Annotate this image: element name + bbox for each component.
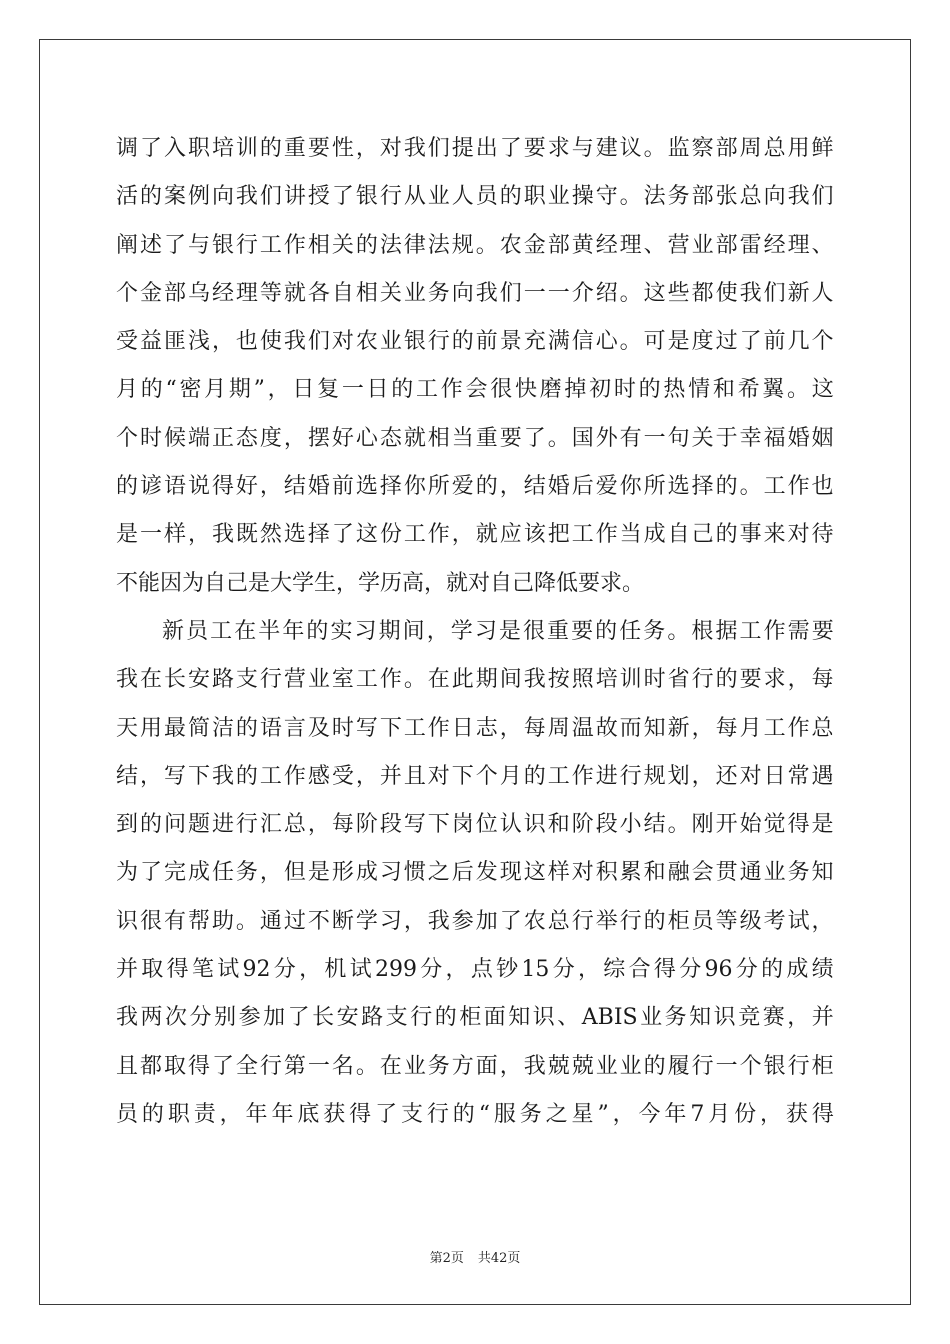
text-line: 到 的 问 题 进 行 汇 总 ， 每 阶 段 写 下 岗 位 认 识 和 阶 段 小 结 。 刚 开 始 觉 得 是 xyxy=(116,812,834,838)
text-line: 个 金 部 乌 经 理 等 就 各 自 相 关 业 务 向 我 们 一 一 介 绍 。 这 些 都 使 我 们 新 人 xyxy=(116,280,834,306)
text-line: 的 谚 语 说 得 好 ， 结 婚 前 选 择 你 所 爱 的 ， 结 婚 后 爱 你 所 选 择 的 。 工 作 也 xyxy=(116,474,834,500)
text-line: 月 的 “ 密 月 期 ” ， 日 复 一 日 的 工 作 会 很 快 磨 掉 初 时 的 热 情 和 希 翼 。 这 xyxy=(116,377,834,403)
text-line: 阐 述 了 与 银 行 工 作 相 关 的 法 律 法 规 。 农 金 部 黄 经 理 、 营 业 部 雷 经 理 、 xyxy=(116,232,834,258)
text-line: 识 很 有 帮 助 。 通 过 不 断 学 习 ， 我 参 加 了 农 总 行 举 行 的 柜 员 等 级 考 试 ， xyxy=(116,908,834,934)
text-line: 不能因为自己是大学生，学历高，就对自己降低要求。 xyxy=(116,570,645,596)
text-line: 天 用 最 简 洁 的 语 言 及 时 写 下 工 作 日 志 ， 每 周 温 故 而 知 新 ， 每 月 工 作 总 xyxy=(116,715,834,741)
text-line: 并 取 得 笔 试 92 分 ， 机 试 299 分 ， 点 钞 15 分 ， 综 合 得 分 96 分 的 成 绩 xyxy=(116,957,834,983)
text-line: 员 的 职 责 ， 年 年 底 获 得 了 支 行 的 “ 服 务 之 星 ” ， 今 年 7 月 份 ， 获 得 xyxy=(116,1101,834,1127)
text-line: 个 时 候 端 正 态 度 ， 摆 好 心 态 就 相 当 重 要 了 。 国 外 有 一 句 关 于 幸 福 婚 姻 xyxy=(116,425,834,451)
text-line: 为 了 完 成 任 务 ， 但 是 形 成 习 惯 之 后 发 现 这 样 对 积 累 和 融 会 贯 通 业 务 知 xyxy=(116,860,834,886)
document-body xyxy=(116,125,834,1139)
text-line: 是 一 样 ， 我 既 然 选 择 了 这 份 工 作 ， 就 应 该 把 工 作 当 成 自 己 的 事 来 对 待 xyxy=(116,522,834,548)
text-line: 新 员 工 在 半 年 的 实 习 期 间 ， 学 习 是 很 重 要 的 任 务 。 根 据 工 作 需 要 xyxy=(162,618,834,644)
text-line: 我 两 次 分 别 参 加 了 长 安 路 支 行 的 柜 面 知 识 、 ABIS 业 务 知 识 竞 赛 ， 并 xyxy=(116,1005,834,1031)
page-total: 共42页 xyxy=(477,1251,521,1266)
text-line: 且 都 取 得 了 全 行 第 一 名 。 在 业 务 方 面 ， 我 兢 兢 业 业 的 履 行 一 个 银 行 柜 xyxy=(116,1053,834,1079)
text-line: 受 益 匪 浅 ， 也 使 我 们 对 农 业 银 行 的 前 景 充 满 信 心 。 可 是 度 过 了 前 几 个 xyxy=(116,329,834,355)
text-line: 调 了 入 职 培 训 的 重 要 性 ， 对 我 们 提 出 了 要 求 与 建 议 。 监 察 部 周 总 用 鲜 xyxy=(116,136,834,161)
page-number: 第2页 xyxy=(429,1251,464,1266)
page-footer xyxy=(0,1247,950,1266)
text-line: 活 的 案 例 向 我 们 讲 授 了 银 行 从 业 人 员 的 职 业 操 守 。 法 务 部 张 总 向 我 们 xyxy=(116,184,834,210)
text-line: 结 ， 写 下 我 的 工 作 感 受 ， 并 且 对 下 个 月 的 工 作 进 行 规 划 ， 还 对 日 常 遇 xyxy=(116,763,834,789)
text-line: 我 在 长 安 路 支 行 营 业 室 工 作 。 在 此 期 间 我 按 照 培 训 时 省 行 的 要 求 ， 每 xyxy=(116,667,834,693)
